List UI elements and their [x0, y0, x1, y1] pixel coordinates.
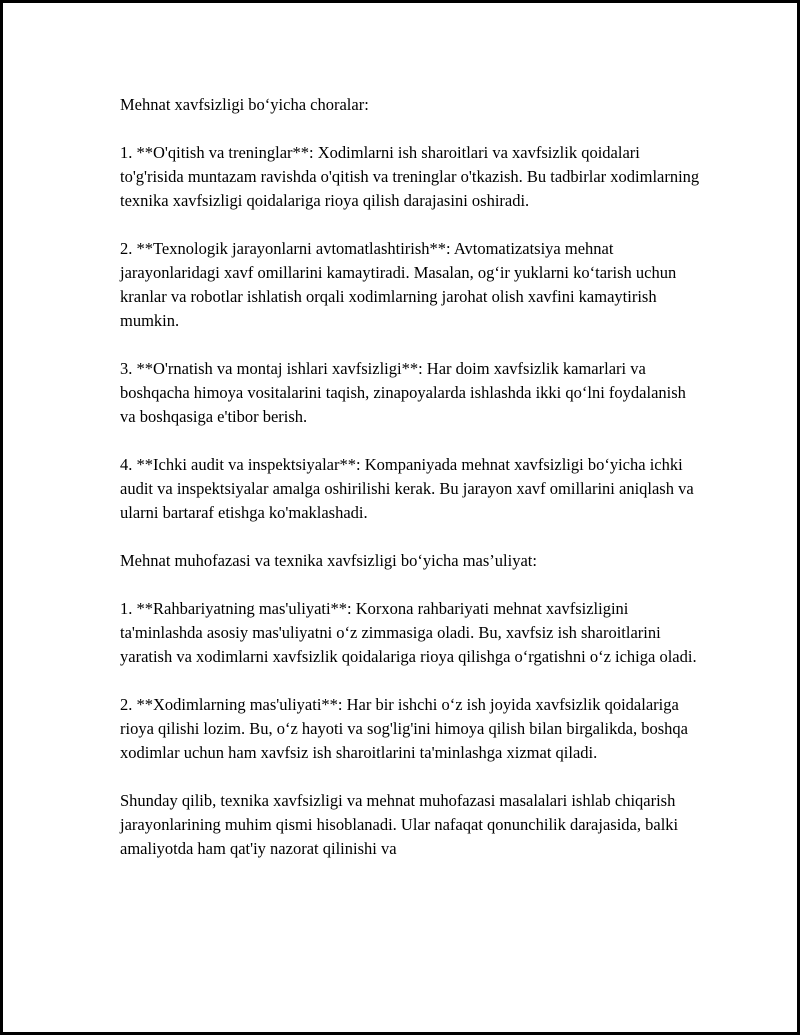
list-item-automation: 2. **Texnologik jarayonlarni avtomatlashtirish**: Avtomatizatsiya mehnat jarayonlaridagi xavf omillarini kamaytiradi. Masalan, og‘ir yuklarni ko‘tarish uchun kranlar va robotlar ishlatish orqali xodimlarning jarohat olish xavfini kamaytirish mumkin. [120, 239, 677, 330]
section-heading-measures: Mehnat xavfsizligi bo‘yicha choralar: [120, 95, 369, 114]
list-item-training: 1. **O'qitish va treninglar**: Xodimlarni ish sharoitlari va xavfsizlik qoidalari to'g'risida muntazam ravishda o'qitish va treninglar o'tkazish. Bu tadbirlar xodimlarning texnika xavfsizligi qoidalariga rioya qilish darajasini oshiradi. [120, 143, 700, 210]
list-item-installation-safety: 3. **O'rnatish va montaj ishlari xavfsizligi**: Har doim xavfsizlik kamarlari va boshqacha himoya vositalarini taqish, zinapoyalarda ishlashda ikki qo‘lni foydalanish va boshqasiga e'tibor berish. [120, 359, 686, 426]
section-heading-responsibility: Mehnat muhofazasi va texnika xavfsizligi bo‘yicha mas’uliyat: [120, 551, 537, 570]
document-body [120, 93, 700, 861]
list-item-employee-responsibility: 2. **Xodimlarning mas'uliyati**: Har bir ishchi o‘z ish joyida xavfsizlik qoidalariga rioya qilishi lozim. Bu, o‘z hayoti va sog'lig'ini himoya qilish bilan birgalikda, boshqa xodimlar uchun ham xavfsiz ish sharoitlarini ta'minlashga xizmat qiladi. [120, 695, 688, 762]
list-item-management-responsibility: 1. **Rahbariyatning mas'uliyati**: Korxona rahbariyati mehnat xavfsizligini ta'minlashda asosiy mas'uliyatni o‘z zimmasiga oladi. Bu, xavfsiz ish sharoitlarini yaratish va xodimlarni xavfsizlik qoidalariga rioya qilishga o‘rgatishni o‘z ichiga oladi. [120, 599, 697, 666]
conclusion-paragraph: Shunday qilib, texnika xavfsizligi va mehnat muhofazasi masalalari ishlab chiqarish jarayonlarining muhim qismi hisoblanadi. Ular nafaqat qonunchilik darajasida, balki amaliyotda ham qat'iy nazorat qilinishi va [120, 791, 679, 858]
list-item-internal-audit: 4. **Ichki audit va inspektsiyalar**: Kompaniyada mehnat xavfsizligi bo‘yicha ichki audit va inspektsiyalar amalga oshirilishi kerak. Bu jarayon xavf omillarini aniqlash va ularni bartaraf etishga ko'maklashadi. [120, 455, 694, 522]
